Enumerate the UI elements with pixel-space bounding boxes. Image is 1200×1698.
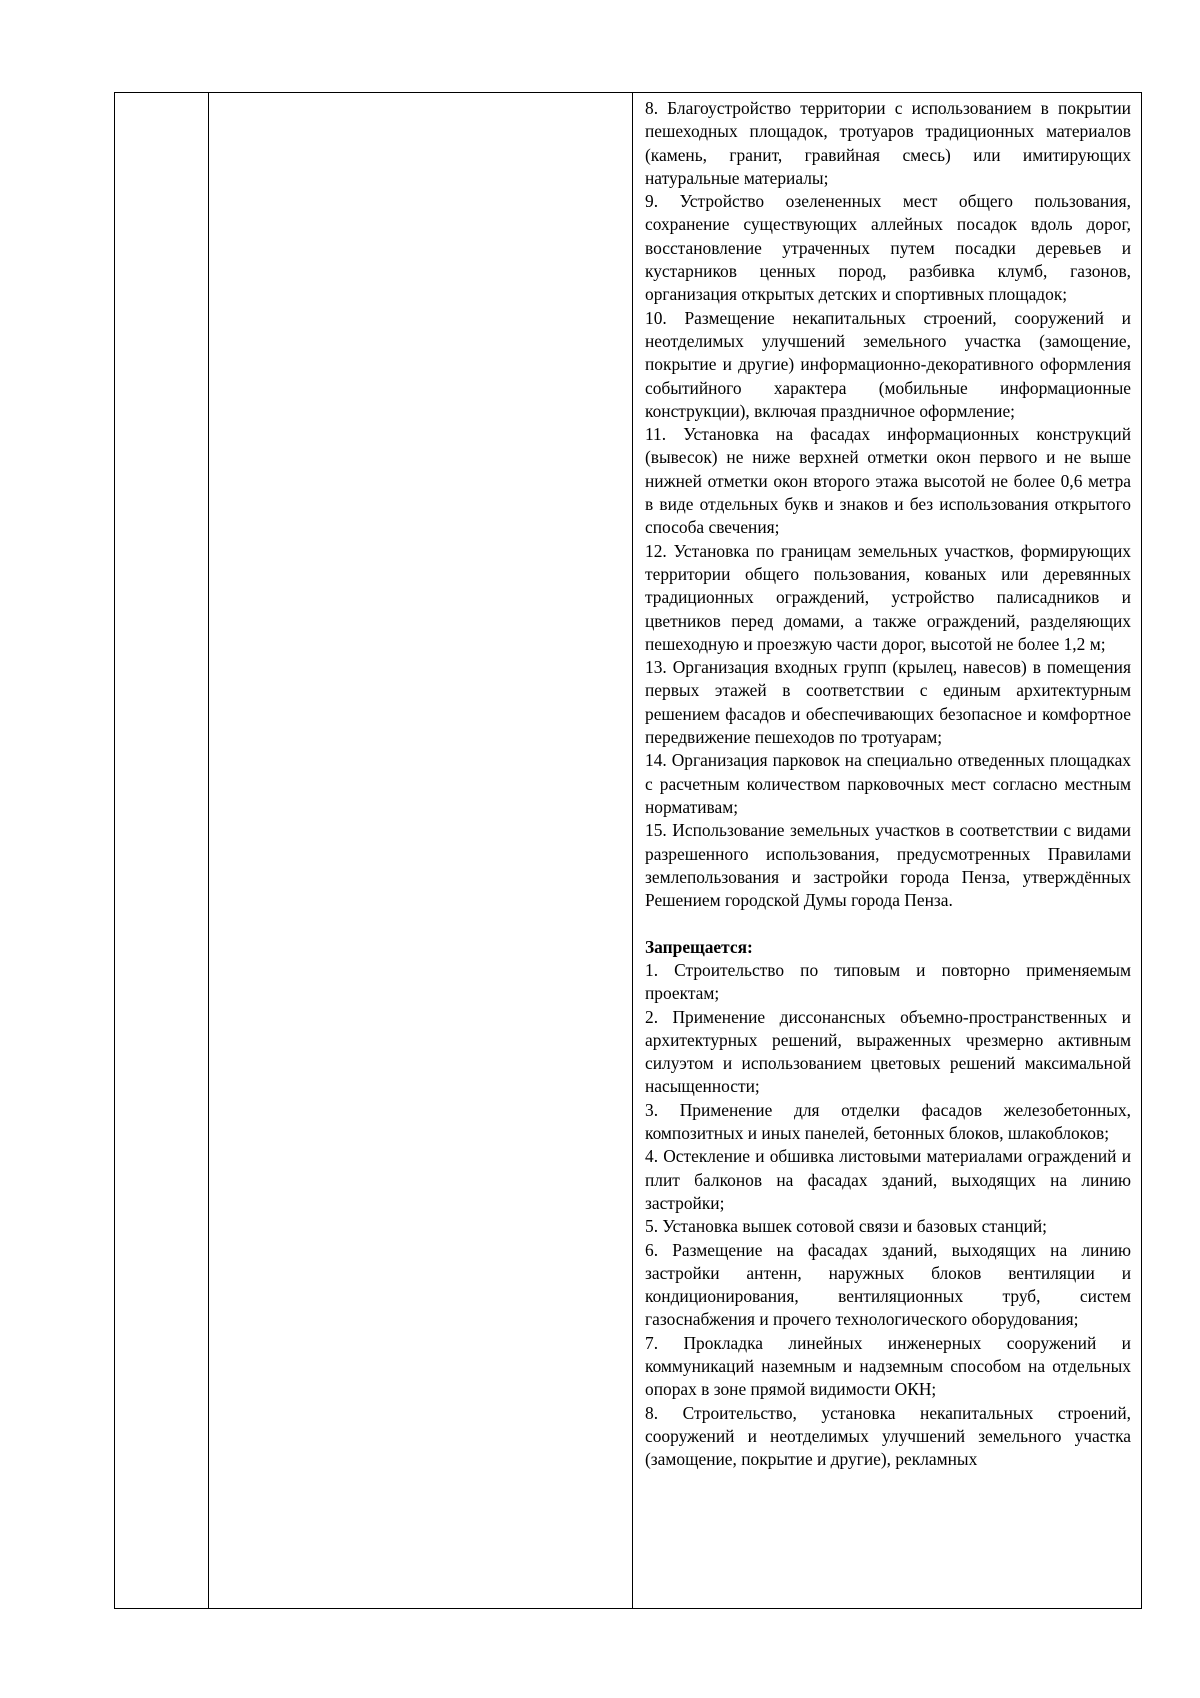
prohibited-heading: Запрещается: xyxy=(645,936,753,957)
regulations-table xyxy=(114,92,1142,1609)
permitted-item: 9. Устройство озелененных мест общего пользования, сохранение существующих аллейных посадок вдоль дорог, восстановление утраченных путем посадки деревьев и кустарников ценных пород, разбивка клумб, газонов, организация открытых детских и спортивных площадок; xyxy=(645,191,1131,305)
permitted-item: 10. Размещение некапитальных строений, сооружений и неотделимых улучшений земельного участка (замощение, покрытие и другие) информационно-декоративного оформления событийного характера (мобильные информационные конструкции), включая праздничное оформление; xyxy=(645,307,1131,421)
permitted-item: 11. Установка на фасадах информационных конструкций (вывесок) не ниже верхней отметки окон первого и не выше нижней отметки окон второго этажа высотой не более 0,6 метра в виде отдельных букв и знаков и без использования открытого способа свечения; xyxy=(645,424,1131,538)
requirements-cell xyxy=(645,97,1131,1472)
permitted-item: 14. Организация парковок на специально отведенных площадках с расчетным количеством парковочных мест согласно местным нормативам; xyxy=(645,750,1131,817)
prohibited-item: 2. Применение диссонансных объемно-пространственных и архитектурных решений, выраженных чрезмерно активным силуэтом и использованием цветовых решений максимальной насыщенности; xyxy=(645,1006,1131,1097)
prohibited-item: 1. Строительство по типовым и повторно применяемым проектам; xyxy=(645,959,1131,1004)
prohibited-item: 6. Размещение на фасадах зданий, выходящих на линию застройки антенн, наружных блоков вентиляции и кондиционирования, вентиляционных труб, систем газоснабжения и прочего технологического оборудования; xyxy=(645,1239,1131,1330)
column-divider-2 xyxy=(632,93,633,1608)
prohibited-item: 3. Применение для отделки фасадов железобетонных, композитных и иных панелей, бетонных блоков, шлакоблоков; xyxy=(645,1099,1131,1144)
paragraph-spacer xyxy=(645,912,1131,935)
permitted-item: 13. Организация входных групп (крылец, навесов) в помещения первых этажей в соответствии с единым архитектурным решением фасадов и обеспечивающих безопасное и комфортное передвижение пешеходов по тротуарам; xyxy=(645,657,1131,748)
prohibited-item: 8. Строительство, установка некапитальных строений, сооружений и неотделимых улучшений земельного участка (замощение, покрытие и другие), рекламных xyxy=(645,1402,1131,1470)
prohibited-item: 7. Прокладка линейных инженерных сооружений и коммуникаций наземным и надземным способом на отдельных опорах в зоне прямой видимости ОКН; xyxy=(645,1332,1131,1400)
permitted-item: 15. Использование земельных участков в соответствии с видами разрешенного использования, предусмотренных Правилами землепользования и застройки города Пенза, утверждённых Решением городской Думы города Пенза. xyxy=(645,820,1131,911)
permitted-item: 8. Благоустройство территории с использованием в покрытии пешеходных площадок, тротуаров традиционных материалов (камень, гранит, гравийная смесь) или имитирующих натуральные материалы; xyxy=(645,98,1131,188)
prohibited-item: 5. Установка вышек сотовой связи и базовых станций; xyxy=(645,1216,1047,1237)
permitted-item: 12. Установка по границам земельных участков, формирующих территории общего пользования, кованых или деревянных традиционных ограждений, устройство палисадников и цветников перед домами, а также ограждений, разделяющих пешеходную и проезжую части дорог, высотой не более 1,2 м; xyxy=(645,540,1131,654)
column-divider-1 xyxy=(208,93,209,1608)
prohibited-item: 4. Остекление и обшивка листовыми материалами ограждений и плит балконов на фасадах зданий, выходящих на линию застройки; xyxy=(645,1146,1131,1213)
